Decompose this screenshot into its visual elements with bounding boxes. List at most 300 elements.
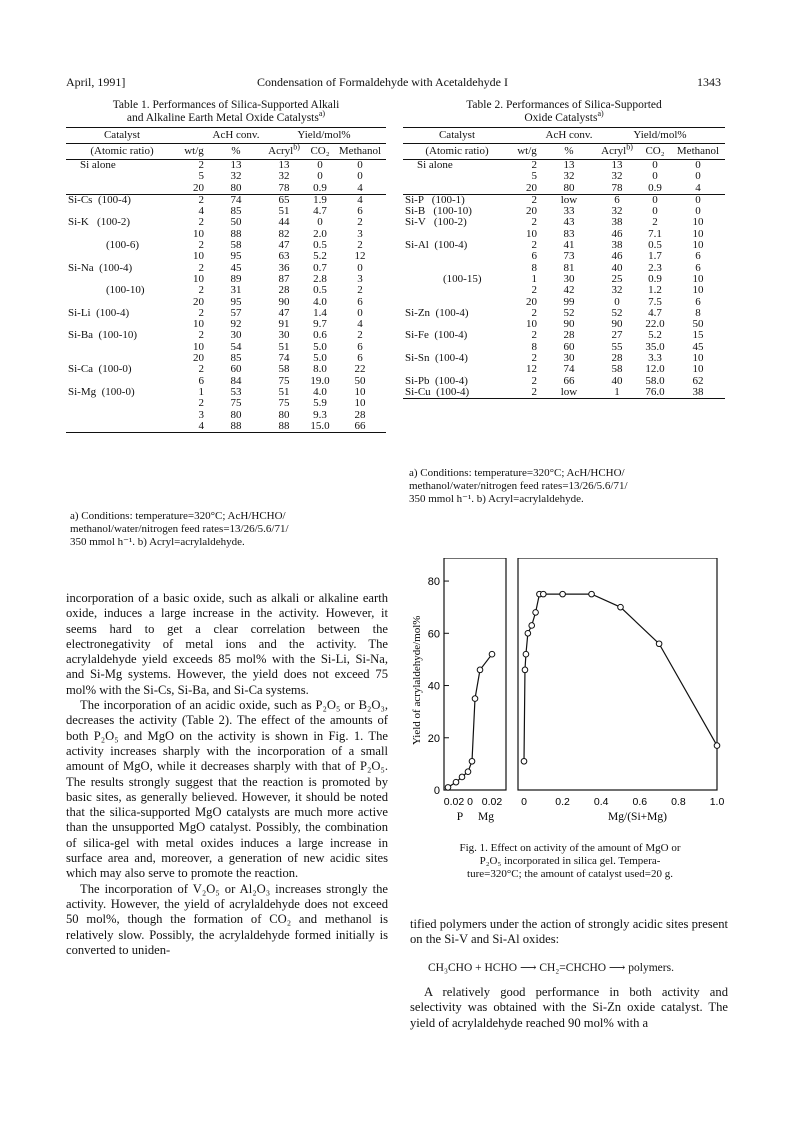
table2-cell: 6 <box>531 250 537 263</box>
table1-row <box>66 398 386 409</box>
left-x-tick-label: 0.02 <box>443 796 465 808</box>
table2-row <box>403 387 725 399</box>
table2-footnote-line3: 350 mmol h⁻¹. b) Acryl=acrylaldehyde. <box>409 493 584 505</box>
table1-header: (Atomic ratio) <box>66 144 178 160</box>
table1-cell: 74 <box>210 194 262 206</box>
table1-cell: 1.4 <box>313 306 327 319</box>
table1-cell: 2 <box>198 306 204 319</box>
table2-cell: Si-P (100-1) <box>403 194 511 206</box>
table1-cell: Si-Li (100-4) <box>68 306 130 319</box>
table1-cell: 2 <box>198 159 204 171</box>
table2-cell: 22.0 <box>645 318 665 331</box>
right-x-tick-label: 0.2 <box>555 796 570 808</box>
table1-cell: 3 <box>198 408 204 421</box>
table1-row <box>66 421 386 433</box>
table1-cell: 1 <box>198 385 204 398</box>
table1-cell: 30 <box>230 329 242 342</box>
table2-cell: 46 <box>611 250 623 263</box>
table1-cell: 65 <box>262 194 306 206</box>
table2-cell: 8 <box>531 340 537 353</box>
table1-cell: 88 <box>230 227 242 240</box>
right-series-point <box>541 591 547 597</box>
table2-row <box>403 171 725 182</box>
table1-row <box>66 263 386 274</box>
table2-cell: 1.2 <box>648 284 662 297</box>
table2-cell: 20 <box>526 181 537 194</box>
right-series-point <box>525 630 531 636</box>
table2-cell: 30 <box>563 272 575 285</box>
left-series-point <box>453 779 459 785</box>
right-column-text-1 <box>410 917 728 948</box>
table2-cell: 52 <box>563 306 575 319</box>
table2-cell: 32 <box>563 170 575 183</box>
table1-cell: 30 <box>278 329 290 342</box>
table2-cell: Si-Zn (100-4) <box>405 306 469 319</box>
table1-row <box>66 160 386 172</box>
reaction-equation: CH₃CHO + HCHO ⟶ CH₂=CHCHO ⟶ polymers. <box>428 962 674 974</box>
table2-cell: 43 <box>563 216 575 229</box>
table1-cell: 4.7 <box>313 205 327 218</box>
table1-cell: 47 <box>278 239 290 252</box>
table2-caption <box>403 99 725 125</box>
table1-cell: 4.0 <box>313 385 327 398</box>
figure-1-caption-line2: P₂O₅ incorporated in silica gel. Tempera- <box>479 855 661 867</box>
table1-cell: 85 <box>230 205 242 218</box>
table1-header: AcH conv. <box>210 128 262 144</box>
right-column-text-2 <box>410 985 728 1031</box>
table2-cell: 13 <box>563 159 575 171</box>
paragraph: The incorporation of V₂O₅ or Al₂O₃ increases strongly the activity. However, the yield of acrylaldehyde does not exceed 50 mol%, though the formation of CO₂ and methanol is relatively slow. Possibly, the acrylaldehyde formed initially is converted to uniden- <box>66 881 388 957</box>
table2-cell: 3.3 <box>648 352 662 365</box>
table2-cell: 0.9 <box>648 181 662 194</box>
table1-cell: 0 <box>357 261 363 274</box>
table2-header: Methanol <box>671 144 725 160</box>
table1-cell: 32 <box>230 170 242 183</box>
table1-cell: 32 <box>278 170 290 183</box>
table2-cell: 10 <box>692 363 704 376</box>
table2-cell: 52 <box>611 306 623 319</box>
left-x-label-mg: Mg <box>478 811 494 823</box>
left-series-point <box>445 785 451 791</box>
table2-cell: 2 <box>511 194 543 206</box>
table2-cell: 2 <box>531 374 537 387</box>
table2-cell: Si-Fe (100-4) <box>405 329 468 342</box>
table1-cell: 4 <box>198 205 204 218</box>
table1-header: Catalyst <box>66 128 178 144</box>
table2-cell: 78 <box>611 181 623 194</box>
table1-caption-sup: a) <box>318 109 326 119</box>
table2-header <box>511 128 543 144</box>
table1-cell: 89 <box>230 272 242 285</box>
table1-cell: 50 <box>230 216 242 229</box>
right-x-tick-label: 0.4 <box>593 796 609 808</box>
table2-cell: 35.0 <box>645 340 665 353</box>
table1-cell: 80 <box>230 181 242 194</box>
table1-cell: 0 <box>357 159 363 171</box>
table2-cell: 15 <box>692 329 704 342</box>
table2-header: AcH conv. <box>543 128 595 144</box>
page-number: 1343 <box>697 75 721 89</box>
table2-header: (Atomic ratio) <box>403 144 511 160</box>
table2-caption-line2: Oxide Catalysts <box>524 112 598 124</box>
table1-header: % <box>210 144 262 160</box>
right-panel-frame <box>518 558 717 790</box>
table2-header-sup: b) <box>626 142 633 152</box>
paragraph: The incorporation of an acidic oxide, such as P₂O₅ or B₂O₃, decreases the activity (Table 2). The effect of the amounts of both P₂O₅ and MgO on the activity is shown in Fig. 1. The activity increases sharply with the incorporation of a small amount of MgO, while it decreases sharply with that of P₂O₅. The results strongly suggest that the reaction is promoted by basic sites, as generally believed. However, it should be noted that the silica-supported MgO catalysts are much more active than the unsupported MgO catalyst. Possibly, the combination of silica-gel with metal oxides induces a large increase in surface area and, moreover, a generation of new acidic sites which may also serve to promote the reaction. <box>66 698 388 881</box>
table2-row <box>403 285 725 296</box>
table1-cell: 91 <box>278 318 290 331</box>
table1-cell: 10 <box>193 272 204 285</box>
left-series-point <box>459 774 465 780</box>
table2-cell: 10 <box>692 284 704 297</box>
table2-header <box>595 144 639 160</box>
table2-cell: 5.2 <box>648 329 662 342</box>
table1-cell: 0.5 <box>313 284 327 297</box>
right-series-point <box>523 651 529 657</box>
table1-cell: 2 <box>198 284 204 297</box>
table1-cell: 51 <box>278 340 290 353</box>
right-series-point <box>521 758 527 764</box>
right-series-point <box>589 591 595 597</box>
table1-cell: 9.3 <box>313 408 327 421</box>
table2-header: wt/g <box>511 144 543 160</box>
table1-caption-line2-wrap <box>66 109 386 125</box>
table2-cell: 6 <box>695 250 701 263</box>
table2-cell: 90 <box>563 318 575 331</box>
figure-1-labels <box>411 576 724 823</box>
table1-cell: 10 <box>193 250 204 263</box>
table1-cell: 10 <box>193 227 204 240</box>
table2-cell: 25 <box>611 272 623 285</box>
table2-cell: 73 <box>563 250 575 263</box>
table2-row <box>403 251 725 262</box>
table1-cell: 2 <box>198 216 204 229</box>
table2-cell: 10 <box>692 239 704 252</box>
left-column-text <box>66 591 388 958</box>
table1-cell <box>66 342 178 353</box>
table2-cell: 6 <box>595 194 639 206</box>
table2-cell <box>403 251 511 262</box>
table1-cell: 6 <box>357 340 363 353</box>
table2-cell: 20 <box>526 295 537 308</box>
table2-cell: 10 <box>526 227 537 240</box>
table2-cell <box>403 171 511 182</box>
table1-cell: 58 <box>230 239 242 252</box>
left-series-point <box>477 667 483 673</box>
table1-cell: Si-Ca (100-0) <box>68 363 132 376</box>
table2-caption-line2-wrap <box>403 109 725 125</box>
running-header-title: Condensation of Formaldehyde with Acetaldehyde I <box>257 75 508 89</box>
table1-cell: 90 <box>278 295 290 308</box>
table2-header: % <box>543 144 595 160</box>
table2-cell: Si alone <box>417 159 453 171</box>
table1-cell: 20 <box>193 181 204 194</box>
running-header-left: April, 1991] <box>66 75 126 89</box>
table1-cell: 92 <box>230 318 242 331</box>
table2-cell: 2 <box>531 306 537 319</box>
table2-cell: 12.0 <box>645 363 665 376</box>
table2-cell: 60 <box>563 340 575 353</box>
table1-cell: (100-6) <box>106 239 139 252</box>
table2-body <box>403 160 725 399</box>
left-series-point <box>472 696 478 702</box>
table1-row <box>66 410 386 421</box>
table1-cell: 2 <box>198 329 204 342</box>
table1-cell <box>66 251 178 262</box>
table2-cell: 40 <box>611 261 623 274</box>
table2-cell: 4 <box>695 181 701 194</box>
table1-cell: 50 <box>354 374 366 387</box>
table2-cell: 10 <box>526 318 537 331</box>
table1-cell: 75 <box>278 374 290 387</box>
y-tick-label: 60 <box>427 628 440 641</box>
table2-cell: 32 <box>611 170 623 183</box>
table1-cell: 88 <box>262 421 306 433</box>
table2-cell: 45 <box>692 340 704 353</box>
table2-cell: 55 <box>611 340 623 353</box>
table2-cell: 2 <box>652 216 658 229</box>
table1-caption-line2: and Alkaline Earth Metal Oxide Catalysts <box>126 112 319 124</box>
table2-header: CO₂ <box>639 144 671 160</box>
table2-cell: 8 <box>695 306 701 319</box>
table2-cell: Si-V (100-2) <box>405 216 467 229</box>
table1-row <box>66 240 386 251</box>
table1-cell: 6 <box>198 374 204 387</box>
table1-cell: 4 <box>357 318 363 331</box>
table1-cell: Si-K (100-2) <box>68 216 131 229</box>
table2-cell: 40 <box>611 374 623 387</box>
table2-cell: 2 <box>511 387 543 399</box>
table2-cell: Si-Al (100-4) <box>405 239 468 252</box>
table2-cell: 2 <box>531 239 537 252</box>
table1-cell: Si-Ba (100-10) <box>68 329 138 342</box>
table2-header-row2 <box>403 144 725 160</box>
table2-cell: 1.7 <box>648 250 662 263</box>
paragraph: incorporation of a basic oxide, such as alkali or alkaline earth oxide, induces a large increase in the activity. However, it seems hard to get a clear correlation between the electronegativity of metal ions and the activity. The acrylaldehyde yield exceeds 85 mol% with the Si-Li, Si-Na, and Si-Mg systems. However, the yield does not exceed 75 mol% with the Si-Cs, Si-Ba, and Si-Ca systems. <box>66 591 388 697</box>
table2-cell: 1 <box>595 387 639 399</box>
table2-cell: 42 <box>563 284 575 297</box>
table2-cell: 41 <box>563 239 575 252</box>
table1-row <box>66 194 386 206</box>
table2-cell: 1 <box>531 272 537 285</box>
table2-caption-line1: Table 2. Performances of Silica-Supported <box>466 99 662 111</box>
table2-header-row1 <box>403 128 725 144</box>
table1-cell: 1.9 <box>306 194 334 206</box>
table2-header: Catalyst <box>403 128 511 144</box>
table1-cell: 9.7 <box>313 318 327 331</box>
table1-cell: (100-10) <box>106 284 145 297</box>
table1-cell: 2.0 <box>313 227 327 240</box>
table1-footnote <box>70 510 390 549</box>
right-series-point <box>522 667 528 673</box>
left-series-line <box>448 654 492 787</box>
table1-cell: 2 <box>357 216 363 229</box>
table2-footnote-line2: methanol/water/nitrogen feed rates=13/26/5.6/71/ <box>409 480 628 492</box>
table1-cell: 20 <box>193 295 204 308</box>
right-x-tick-label: 0.8 <box>671 796 686 808</box>
table2-cell: 10 <box>692 352 704 365</box>
table1-cell: 13 <box>278 159 290 171</box>
table1-cell: 80 <box>230 408 242 421</box>
paragraph: A relatively good performance in both activity and selectivity was obtained with the Si-Zn oxide catalyst. The yield of acrylaldehyde reached 90 mol% with a <box>410 985 728 1030</box>
table1-cell: 2 <box>357 239 363 252</box>
left-x-tick-label: 0 <box>467 796 473 808</box>
table1-row <box>66 308 386 319</box>
table1-cell: 2 <box>198 397 204 410</box>
table1-cell: 87 <box>278 272 290 285</box>
table1-header <box>262 144 306 160</box>
table1-row <box>66 330 386 341</box>
table1-cell <box>66 410 178 421</box>
table1-cell: 66 <box>334 421 386 433</box>
table1-cell: Si-Cs (100-4) <box>66 194 178 206</box>
table2-cell: 28 <box>563 329 575 342</box>
y-axis-label: Yield of acrylaldehyde/mol% <box>411 615 423 746</box>
table1-cell: 53 <box>230 385 242 398</box>
table1-cell: 4 <box>178 421 210 433</box>
left-series-point <box>489 651 495 657</box>
table1-footnote-line1: a) Conditions: temperature=320°C; AcH/HCHO/ <box>70 510 286 522</box>
table1-cell: 82 <box>278 227 290 240</box>
table1-cell: 95 <box>230 250 242 263</box>
table1-cell: Si-Na (100-4) <box>68 261 133 274</box>
table1-cell: 51 <box>278 385 290 398</box>
table2-cell: 83 <box>563 227 575 240</box>
table2-cell: 66 <box>563 374 575 387</box>
right-series-point <box>560 591 566 597</box>
table1-cell: 3 <box>357 227 363 240</box>
table1-header <box>178 128 210 144</box>
table1-cell: 5.0 <box>313 340 327 353</box>
table2-cell: 0.9 <box>648 272 662 285</box>
table2-cell: 0 <box>671 194 725 206</box>
right-x-tick-label: 0 <box>521 796 527 808</box>
table2-cell <box>403 285 511 296</box>
table2-header: Yield/mol% <box>595 128 725 144</box>
right-x-tick-label: 0.6 <box>632 796 648 808</box>
table2-cell: 0 <box>639 194 671 206</box>
table2-cell: 7.5 <box>648 295 662 308</box>
table2-cell <box>403 364 511 375</box>
right-series-point <box>529 623 535 629</box>
table1-cell: 28 <box>354 408 366 421</box>
table2-cell: 74 <box>563 363 575 376</box>
table1-header-row1 <box>66 128 386 144</box>
table1-cell: 0 <box>317 170 323 183</box>
table1-row <box>66 285 386 296</box>
table1-cell: 74 <box>278 352 290 365</box>
table2-cell: 0 <box>652 205 658 218</box>
right-series-point <box>533 610 539 616</box>
table1-cell <box>66 183 178 195</box>
table1-cell: 78 <box>278 181 290 194</box>
right-series-point <box>656 641 662 647</box>
table1-cell: 4 <box>357 181 363 194</box>
table1-cell: 2 <box>198 363 204 376</box>
table2-row <box>403 364 725 375</box>
table2-caption-sup: a) <box>597 109 604 119</box>
table2-cell: 6 <box>695 261 701 274</box>
table1-cell: 3 <box>357 272 363 285</box>
table1-cell: 31 <box>230 284 242 297</box>
table1-cell: 22 <box>354 363 366 376</box>
table2-cell: 38 <box>611 216 623 229</box>
y-tick-label: 80 <box>427 576 440 589</box>
right-x-label: Mg/(Si+Mg) <box>608 811 667 823</box>
table2-cell: 4.7 <box>648 306 662 319</box>
table1-cell: 2 <box>357 284 363 297</box>
table1-header-row2 <box>66 144 386 160</box>
table2-cell: 58 <box>611 363 623 376</box>
table1-header-acryl: Acryl <box>268 144 294 157</box>
table1-caption <box>66 99 386 125</box>
table2-cell: 0 <box>652 170 658 183</box>
table1-header: CO₂ <box>306 144 334 160</box>
table1-cell: 47 <box>278 306 290 319</box>
table2-cell: 38 <box>611 239 623 252</box>
table1-cell: 95 <box>230 295 242 308</box>
table2-cell: 6 <box>695 295 701 308</box>
right-series-point <box>618 604 624 610</box>
table1-cell: 2 <box>357 329 363 342</box>
table1-row <box>66 342 386 353</box>
table1-cell: 57 <box>230 306 242 319</box>
right-series-line <box>524 594 717 761</box>
figure-1-series <box>445 591 720 790</box>
table1-row <box>66 364 386 375</box>
table2-cell: 0 <box>652 159 658 171</box>
left-x-tick-label: 0.02 <box>481 796 503 808</box>
table1-cell: 10 <box>354 397 366 410</box>
table1-cell: 6 <box>357 295 363 308</box>
table1-cell: 88 <box>210 421 262 433</box>
table2-cell: Si-Cu (100-4) <box>403 387 511 399</box>
table1-cell: 75 <box>230 397 242 410</box>
table1-cell: 0 <box>357 306 363 319</box>
table1-cell: 10 <box>193 318 204 331</box>
table1-cell: 0.9 <box>313 181 327 194</box>
paragraph: tified polymers under the action of strongly acidic sites present on the Si-V and Si-Al oxides: <box>410 917 728 947</box>
table2-row <box>403 183 725 195</box>
table2-cell: 0 <box>614 295 620 308</box>
table1-header: Methanol <box>334 144 386 160</box>
table1-cell: 63 <box>278 250 290 263</box>
table2-cell: Si-B (100-10) <box>405 205 472 218</box>
table1-cell: 51 <box>278 205 290 218</box>
table2-cell: 28 <box>611 352 623 365</box>
table1-cell: 0.7 <box>313 261 327 274</box>
table1-row <box>66 171 386 182</box>
table1-row <box>66 251 386 262</box>
table2-cell: 99 <box>563 295 575 308</box>
table2-cell <box>403 183 511 195</box>
table2-cell: 10 <box>692 227 704 240</box>
table1-header: wt/g <box>178 144 210 160</box>
figure-1-caption-line3: ture=320°C; the amount of catalyst used=20 g. <box>467 868 673 880</box>
table2-cell: 8 <box>531 261 537 274</box>
table2-cell: 90 <box>611 318 623 331</box>
table1-cell: 19.0 <box>310 374 330 387</box>
y-tick-label: 20 <box>427 732 440 745</box>
left-series-point <box>465 769 471 775</box>
table1-cell: 10 <box>193 340 204 353</box>
table1-cell: 45 <box>230 261 242 274</box>
table1-cell: Si alone <box>80 159 116 171</box>
table2-cell: 58.0 <box>645 374 665 387</box>
table2-cell: 30 <box>563 352 575 365</box>
table1 <box>66 127 386 433</box>
table1-cell: 0 <box>317 216 323 229</box>
